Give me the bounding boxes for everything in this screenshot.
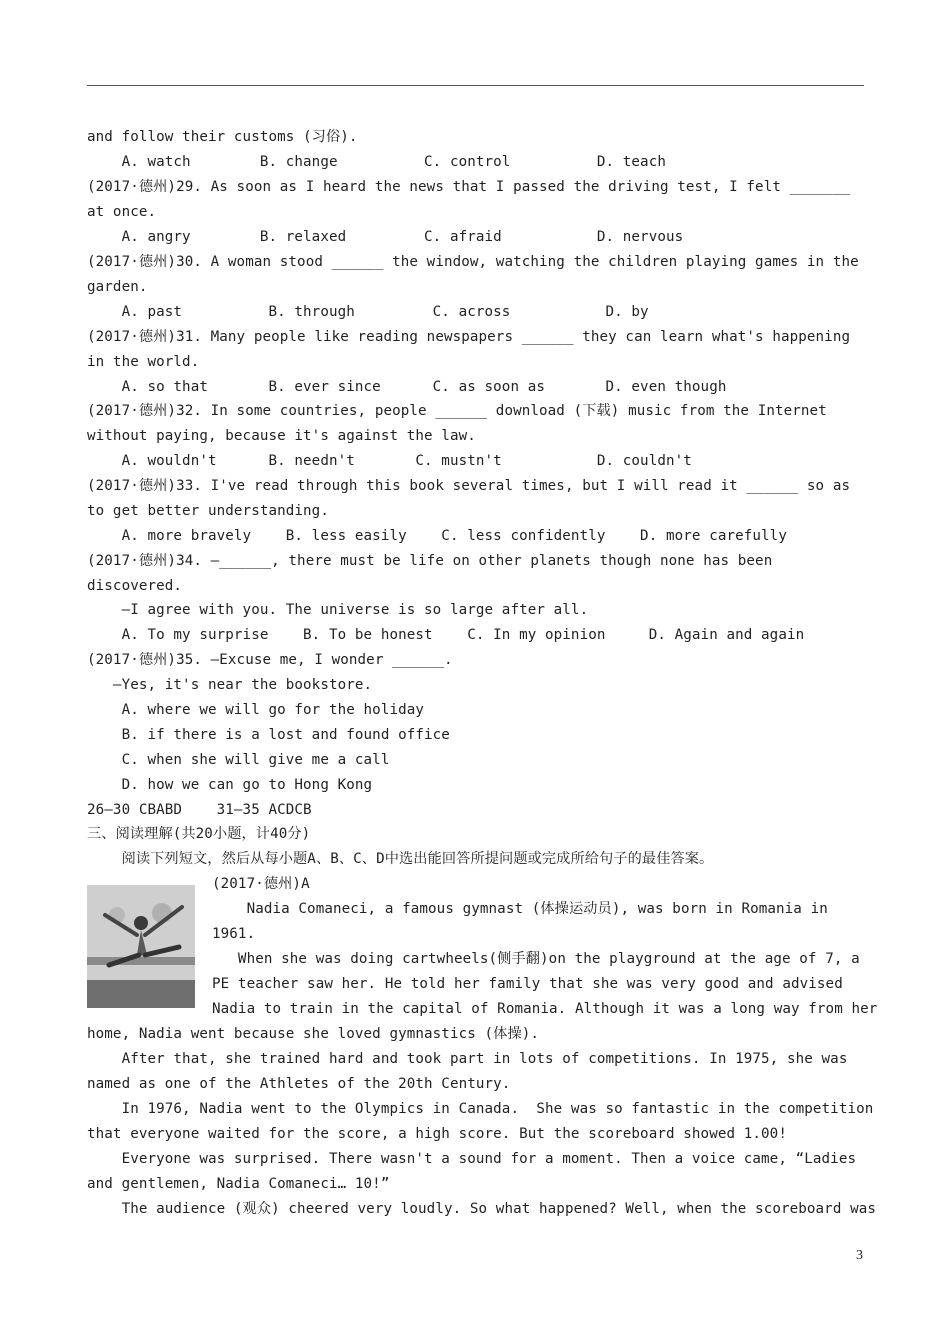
text-line: (2017·德州)29. As soon as I heard the news that I passed the driving test, I felt _______ bbox=[87, 179, 851, 195]
text-line: to get better understanding. bbox=[87, 503, 329, 519]
text-line: (2017·德州)A bbox=[212, 876, 310, 892]
text-line: 1961. bbox=[212, 926, 256, 942]
text-line: After that, she trained hard and took part in lots of competitions. In 1975, she was bbox=[87, 1051, 848, 1067]
text-line: A. angry B. relaxed C. afraid D. nervous bbox=[87, 229, 684, 245]
text-line: A. wouldn't B. needn't C. mustn't D. couldn't bbox=[87, 453, 692, 469]
text-line: in the world. bbox=[87, 354, 200, 370]
text-line: A. watch B. change C. control D. teach bbox=[87, 154, 666, 170]
text-line: that everyone waited for the score, a high score. But the scoreboard showed 1.00! bbox=[87, 1126, 787, 1142]
text-line: discovered. bbox=[87, 578, 183, 594]
header-rule bbox=[87, 85, 864, 86]
gymnast-photo bbox=[87, 885, 195, 1008]
text-line: (2017·德州)30. A woman stood ______ the window, watching the children playing games in the bbox=[87, 254, 859, 270]
text-line: at once. bbox=[87, 204, 157, 220]
text-line: garden. bbox=[87, 279, 148, 295]
text-line: D. how we can go to Hong Kong bbox=[87, 777, 373, 793]
text-line: B. if there is a lost and found office bbox=[87, 727, 450, 743]
text-line: (2017·德州)33. I've read through this book several times, but I will read it ______ so as bbox=[87, 478, 851, 494]
text-line: A. To my surprise B. To be honest C. In my opinion D. Again and again bbox=[87, 627, 805, 643]
text-line: C. when she will give me a call bbox=[87, 752, 390, 768]
text-line: (2017·德州)32. In some countries, people ______ download (下载) music from the Internet bbox=[87, 403, 827, 419]
text-line: —I agree with you. The universe is so large after all. bbox=[87, 602, 589, 618]
text-line: Nadia Comaneci, a famous gymnast (体操运动员), was born in Romania in bbox=[212, 901, 828, 917]
text-line: 阅读下列短文，然后从每小题A、B、C、D中选出能回答所提问题或完成所给句子的最佳答案。 bbox=[87, 851, 714, 867]
text-line: 26—30 CBABD 31—35 ACDCB bbox=[87, 802, 312, 818]
gymnast-figure-icon bbox=[87, 885, 195, 1008]
text-line: A. more bravely B. less easily C. less confidently D. more carefully bbox=[87, 528, 787, 544]
text-line: Nadia to train in the capital of Romania. Although it was a long way from her bbox=[212, 1001, 878, 1017]
text-line: named as one of the Athletes of the 20th Century. bbox=[87, 1076, 511, 1092]
text-line: and follow their customs (习俗). bbox=[87, 129, 358, 145]
text-line: (2017·德州)31. Many people like reading newspapers ______ they can learn what's happening bbox=[87, 329, 851, 345]
text-line: without paying, because it's against the law. bbox=[87, 428, 476, 444]
text-line: —Yes, it's near the bookstore. bbox=[87, 677, 373, 693]
text-line: A. past B. through C. across D. by bbox=[87, 304, 649, 320]
text-line: and gentlemen, Nadia Comaneci… 10!” bbox=[87, 1176, 390, 1192]
text-line: (2017·德州)34. —______, there must be life on other planets though none has been bbox=[87, 553, 773, 569]
text-line: 三、阅读理解(共20小题，计40分) bbox=[87, 826, 311, 842]
text-line: The audience (观众) cheered very loudly. So what happened? Well, when the scoreboard was bbox=[87, 1201, 877, 1217]
text-line: PE teacher saw her. He told her family that she was very good and advised bbox=[212, 976, 843, 992]
text-line: Everyone was surprised. There wasn't a sound for a moment. Then a voice came, “Ladies bbox=[87, 1151, 857, 1167]
text-line: A. so that B. ever since C. as soon as D. even though bbox=[87, 379, 727, 395]
text-line: In 1976, Nadia went to the Olympics in Canada. She was so fantastic in the competition bbox=[87, 1101, 874, 1117]
page-number: 3 bbox=[856, 1248, 864, 1263]
text-line: A. where we will go for the holiday bbox=[87, 702, 425, 718]
text-line: home, Nadia went because she loved gymnastics (体操). bbox=[87, 1026, 540, 1042]
text-line: When she was doing cartwheels(侧手翻)on the playground at the age of 7, a bbox=[212, 951, 860, 967]
text-line: (2017·德州)35. —Excuse me, I wonder ______. bbox=[87, 652, 453, 668]
